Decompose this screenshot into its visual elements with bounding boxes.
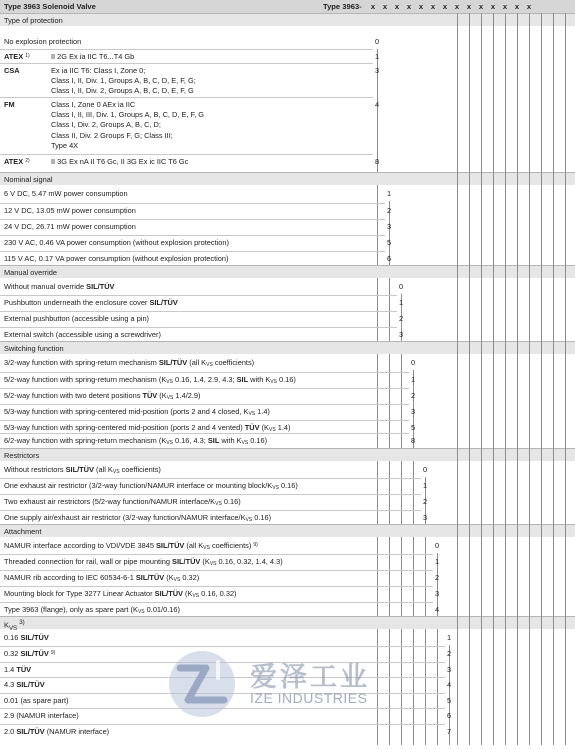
option-code: 0 <box>398 282 404 291</box>
code-column-line <box>377 49 378 745</box>
option-code: 1 <box>386 189 392 198</box>
row-divider <box>0 510 421 511</box>
option-label: 3/2-way function with spring-return mechanism SIL/TÜV (all $K_{VS}$ coefficients) <box>4 358 255 368</box>
option-code: 2 <box>422 497 428 506</box>
section-header <box>0 448 575 461</box>
option-code: 2 <box>398 314 404 323</box>
row-divider <box>0 478 421 479</box>
option-label: 5/2-way function with spring-return mechanism ($K_{VS}$ 0.16, 1.4, 2.9, 4.3; SIL with $K_{VS}$ 0.16) <box>4 375 296 385</box>
row-divider <box>0 420 409 421</box>
option-code: 1 <box>398 298 404 307</box>
option-description: II 2G Ex ia IIC T6...T4 Gb <box>51 52 135 61</box>
row-divider <box>0 602 433 603</box>
option-label: 6 V DC, 5.47 mW power consumption <box>4 189 128 198</box>
option-code: 4 <box>446 680 452 689</box>
option-label: Without restrictors SIL/TÜV (all $K_{VS}$ coefficients) <box>4 465 161 475</box>
code-column-line <box>553 13 554 745</box>
row-divider <box>0 646 445 647</box>
option-code: 0 <box>422 465 428 474</box>
section-title: $K_{VS}$ $^{3)}$ <box>4 618 25 632</box>
option-code: 0 <box>434 541 440 550</box>
option-label: NAMUR interface according to VDI/VDE 3845 SIL/TÜV (all $K_{VS}$ coefficients) $^{9)}$ <box>4 541 258 551</box>
code-column-line <box>389 201 390 745</box>
row-divider <box>0 327 397 328</box>
option-code: 5 <box>386 238 392 247</box>
watermark-brand-en: IZE INDUSTRIES <box>250 690 368 706</box>
option-label: 6/2-way function with spring-return mechanism ($K_{VS}$ 0.16, 4.3; SIL with $K_{VS}$ 0.16) <box>4 436 268 446</box>
section-header <box>0 341 575 354</box>
x-mark: x <box>526 2 532 11</box>
option-code: 3 <box>434 589 440 598</box>
option-label: External switch (accessible using a screwdriver) <box>4 330 161 339</box>
option-label: Threaded connection for rail, wall or pipe mounting SIL/TÜV ($K_{VS}$ 0.16, 0.32, 1.4, 4.3) <box>4 557 283 567</box>
code-column-line <box>565 13 566 745</box>
section-header <box>0 172 575 185</box>
option-code: 1 <box>434 557 440 566</box>
row-divider <box>0 97 373 98</box>
option-code: 8 <box>374 157 380 166</box>
code-column-line <box>469 13 470 745</box>
option-code: 4 <box>374 100 380 109</box>
row-divider <box>0 295 397 296</box>
option-code: 1 <box>410 375 416 384</box>
x-mark: x <box>478 2 484 11</box>
option-label: 24 V DC, 26.71 mW power consumption <box>4 222 136 231</box>
option-code: 1 <box>422 481 428 490</box>
x-mark: x <box>466 2 472 11</box>
option-label: Two exhaust air restrictors (5/2-way function/NAMUR interface/$K_{VS}$ 0.16) <box>4 497 241 507</box>
row-divider <box>0 219 385 220</box>
row-divider <box>0 63 373 64</box>
x-mark: x <box>442 2 448 11</box>
option-label: One exhaust air restrictor (3/2-way function/NAMUR interface or mounting block/$K_{VS}$ 0.16) <box>4 481 298 491</box>
option-code: 3 <box>410 407 416 416</box>
row-divider <box>0 433 409 434</box>
row-divider <box>0 154 373 155</box>
row-divider <box>0 372 409 373</box>
option-code: 3 <box>398 330 404 339</box>
option-label: 1.4 TÜV <box>4 665 32 674</box>
code-column-line <box>457 13 458 745</box>
row-divider <box>0 311 397 312</box>
row-divider <box>0 404 409 405</box>
section-title: Restrictors <box>4 450 40 460</box>
option-code: 0 <box>374 37 380 46</box>
option-label: 115 V AC, 0.17 VA power consumption (without explosion protection) <box>4 254 229 263</box>
x-mark: x <box>382 2 388 11</box>
option-code: 2 <box>434 573 440 582</box>
row-divider <box>0 570 433 571</box>
x-mark: x <box>394 2 400 11</box>
section-title: Attachment <box>4 526 42 536</box>
option-label: 5/2-way function with two detent positions TÜV ($K_{VS}$ 1.4/2.9) <box>4 391 201 401</box>
ize-logo-icon <box>166 648 238 720</box>
option-label: 0.01 (as spare part) <box>4 696 69 705</box>
section-title: Nominal signal <box>4 174 53 184</box>
row-divider <box>0 494 421 495</box>
option-label: 5/3-way function with spring-centered mid-position (ports 2 and 4 vented) TÜV ($K_{VS}$ 1.4) <box>4 423 291 433</box>
option-code: 8 <box>410 436 416 445</box>
option-label: Pushbutton underneath the enclosure cover SIL/TÜV <box>4 298 178 307</box>
code-column-line <box>481 13 482 745</box>
product-title: Type 3963 Solenoid Valve <box>4 2 96 11</box>
option-label: NAMUR rib according to IEC 60534-6-1 SIL/TÜV ($K_{VS}$ 0.32) <box>4 573 200 583</box>
x-mark: x <box>430 2 436 11</box>
section-title: Switching function <box>4 343 64 353</box>
code-column-line <box>505 13 506 745</box>
code-column-line <box>493 13 494 745</box>
row-divider <box>0 554 433 555</box>
section-title: Manual override <box>4 267 57 277</box>
option-code: 5 <box>446 696 452 705</box>
option-code: 2 <box>386 206 392 215</box>
code-column-line <box>541 13 542 745</box>
option-label: FM <box>4 100 15 109</box>
option-code: 1 <box>374 52 380 61</box>
option-code: 3 <box>374 66 380 75</box>
section-header <box>0 616 575 632</box>
option-label: ATEX $^{2)}$ <box>4 157 30 166</box>
type-code-label: Type 3963- <box>323 2 362 11</box>
option-label: External pushbutton (accessible using a pin) <box>4 314 150 323</box>
option-code: 4 <box>434 605 440 614</box>
option-label: Mounting block for Type 3277 Linear Actuator SIL/TÜV ($K_{VS}$ 0.16, 0.32) <box>4 589 237 599</box>
option-code: 2 <box>446 649 452 658</box>
option-label: CSA <box>4 66 20 75</box>
x-mark: x <box>406 2 412 11</box>
option-label: ATEX $^{1)}$ <box>4 52 30 61</box>
row-divider <box>0 235 385 236</box>
section-title: Type of protection <box>4 15 63 25</box>
option-label: 2.0 SIL/TÜV (NAMUR interface) <box>4 727 110 736</box>
option-label: 12 V DC, 13.05 mW power consumption <box>4 206 136 215</box>
row-divider <box>0 586 433 587</box>
row-divider <box>0 388 409 389</box>
option-code: 2 <box>410 391 416 400</box>
x-mark: x <box>514 2 520 11</box>
section-header <box>0 524 575 537</box>
option-label: 4.3 SIL/TÜV <box>4 680 45 689</box>
option-label: 0.16 SIL/TÜV <box>4 633 49 642</box>
row-divider <box>0 49 373 50</box>
option-label: 230 V AC, 0.46 VA power consumption (without explosion protection) <box>4 238 229 247</box>
row-divider <box>0 724 445 725</box>
row-divider <box>0 251 385 252</box>
option-label: 2.9 (NAMUR interface) <box>4 711 79 720</box>
option-label: Without manual override SIL/TÜV <box>4 282 115 291</box>
option-code: 6 <box>446 711 452 720</box>
option-description: II 3G Ex nA II T6 Gc, II 3G Ex ic IIC T6 Gc <box>51 157 189 166</box>
option-label: Type 3963 (flange), only as spare part ($K_{VS}$ 0.01/0.16) <box>4 605 180 615</box>
option-code: 1 <box>446 633 452 642</box>
option-code: 6 <box>386 254 392 263</box>
option-code: 7 <box>446 727 452 736</box>
x-mark: x <box>502 2 508 11</box>
code-column-line <box>529 13 530 745</box>
option-description: Class I, Zone 0 AEx ia IIC Class I, II, III, Div. 1, Groups A, B, C, D, E, F, G Class I, Div. 2, Groups A, B, C, D; Class II, Div. 2 Groups F, G; Class III; Type 4X <box>51 100 205 150</box>
row-divider <box>0 203 385 204</box>
x-mark: x <box>490 2 496 11</box>
option-code: 3 <box>422 513 428 522</box>
option-description: Ex ia IIC T6: Class I, Zone 0; Class I, II, Div. 1, Groups A, B, C, D, E, F, G; Class I, II, Div. 2, Groups A, B, C, D, E, F, G <box>51 66 196 96</box>
option-code: 0 <box>410 358 416 367</box>
watermark-brand-cn: 爱泽工业 <box>250 662 370 693</box>
table-header <box>0 0 575 13</box>
x-mark: x <box>454 2 460 11</box>
option-label: 0.32 SIL/TÜV $^{9)}$ <box>4 649 56 658</box>
option-label: 5/3-way function with spring-centered mid-position (ports 2 and 4 closed, $K_{VS}$ 1.4) <box>4 407 270 417</box>
option-label: No explosion protection <box>4 37 82 46</box>
section-header <box>0 265 575 278</box>
option-code: 5 <box>410 423 416 432</box>
option-code: 3 <box>446 665 452 674</box>
x-mark: x <box>418 2 424 11</box>
section-header <box>0 13 575 26</box>
x-mark: x <box>370 2 376 11</box>
option-code: 3 <box>386 222 392 231</box>
code-column-line <box>517 13 518 745</box>
option-label: One supply air/exhaust air restrictor (3/2-way function/NAMUR interface/$K_{VS}$ 0.16) <box>4 513 272 523</box>
